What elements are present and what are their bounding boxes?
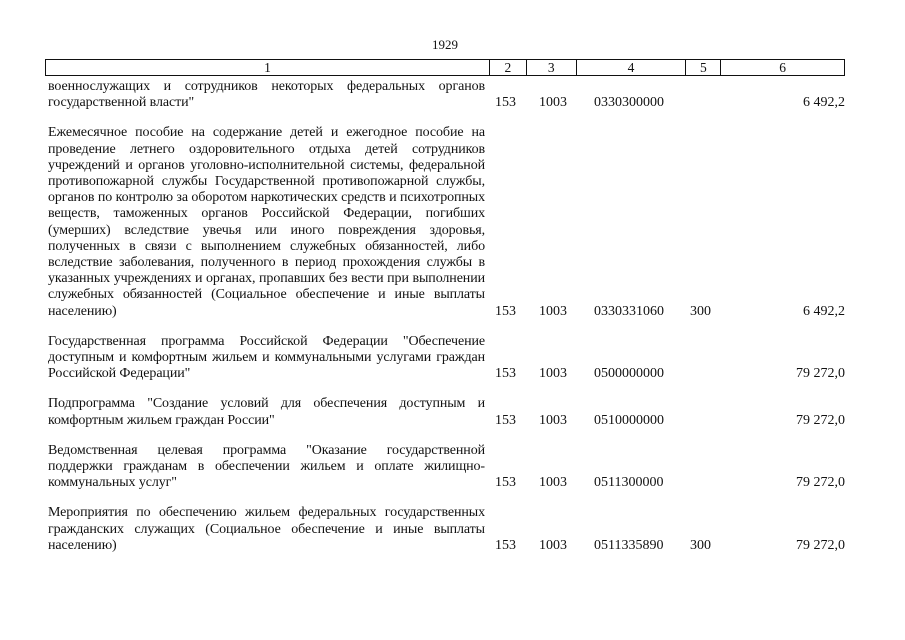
row-col6: 79 272,0 bbox=[796, 412, 845, 428]
row-col3: 1003 bbox=[539, 366, 567, 382]
table-body bbox=[48, 79, 848, 568]
row-description: Подпрограмма "Создание условий для обеспечения доступным и комфортным жильем граждан России" bbox=[48, 396, 485, 428]
table-row bbox=[48, 396, 848, 428]
page-number: 1929 bbox=[432, 37, 458, 52]
row-col4: 0330300000 bbox=[594, 95, 664, 111]
row-description: Ежемесячное пособие на содержание детей и ежегодное пособие на проведение летнего оздоровительного отдыха детей сотрудников учреждений и органов уголовно-исполнительной системы, федеральной противопожарной службы Государственной противопожарной службы, органов по контролю за оборотом наркотических средств и психотропных веществ, таможенных органов Российской Федерации, погибших (умерших) вследствие увечья или иного повреждения здоровья, полученных в связи с выполнением служебных обязанностей, либо вследствие заболевания, полученного в период прохождения службы в указанных учреждениях и органах, пропавших без вести при выполнении служебных обязанностей (Социальное обеспечение и иные выплаты населению) bbox=[48, 125, 485, 319]
row-col2: 153 bbox=[495, 412, 516, 428]
row-col4: 0511300000 bbox=[594, 475, 664, 491]
row-col2: 153 bbox=[495, 303, 516, 319]
table-row bbox=[48, 334, 848, 383]
row-description: военнослужащих и сотрудников некоторых федеральных органов государственной власти" bbox=[48, 79, 485, 111]
row-description: Ведомственная целевая программа "Оказание государственной поддержки гражданам в обеспечении жильем и оплате жилищно-коммунальных услуг" bbox=[48, 442, 485, 491]
column-header-6: 6 bbox=[779, 60, 787, 75]
row-col4: 0511335890 bbox=[594, 537, 664, 553]
row-col2: 153 bbox=[495, 95, 516, 111]
column-header-4: 4 bbox=[577, 60, 687, 75]
row-col5: 300 bbox=[690, 303, 711, 319]
row-col2: 153 bbox=[495, 537, 516, 553]
row-col4: 0500000000 bbox=[594, 366, 664, 382]
column-header-2: 2 bbox=[490, 60, 527, 75]
row-col3: 1003 bbox=[539, 537, 567, 553]
row-description: Государственная программа Российской Федерации "Обеспечение доступным и комфортным жильем и коммунальными услугами граждан Российской Федерации" bbox=[48, 333, 485, 382]
table-header bbox=[45, 59, 845, 76]
row-col3: 1003 bbox=[539, 95, 567, 111]
table-row bbox=[48, 125, 848, 319]
row-col6: 79 272,0 bbox=[796, 475, 845, 491]
row-col3: 1003 bbox=[539, 475, 567, 491]
column-header-5: 5 bbox=[686, 60, 721, 75]
row-col3: 1003 bbox=[539, 412, 567, 428]
row-col6: 6 492,2 bbox=[803, 95, 845, 111]
row-col2: 153 bbox=[495, 475, 516, 491]
row-col6: 6 492,2 bbox=[803, 303, 845, 319]
row-col6: 79 272,0 bbox=[796, 366, 845, 382]
table-row bbox=[48, 79, 848, 111]
table-row bbox=[48, 443, 848, 492]
column-header-3: 3 bbox=[527, 60, 577, 75]
row-description: Мероприятия по обеспечению жильем федеральных государственных гражданских служащих (Социальное обеспечение и иные выплаты населению) bbox=[48, 505, 485, 553]
row-col5: 300 bbox=[690, 537, 711, 553]
table-row bbox=[48, 505, 848, 554]
row-col2: 153 bbox=[495, 366, 516, 382]
row-col3: 1003 bbox=[539, 303, 567, 319]
column-header-1: 1 bbox=[46, 60, 490, 75]
row-col4: 0330331060 bbox=[594, 303, 664, 319]
row-col4: 0510000000 bbox=[594, 412, 664, 428]
row-col6: 79 272,0 bbox=[796, 537, 845, 553]
